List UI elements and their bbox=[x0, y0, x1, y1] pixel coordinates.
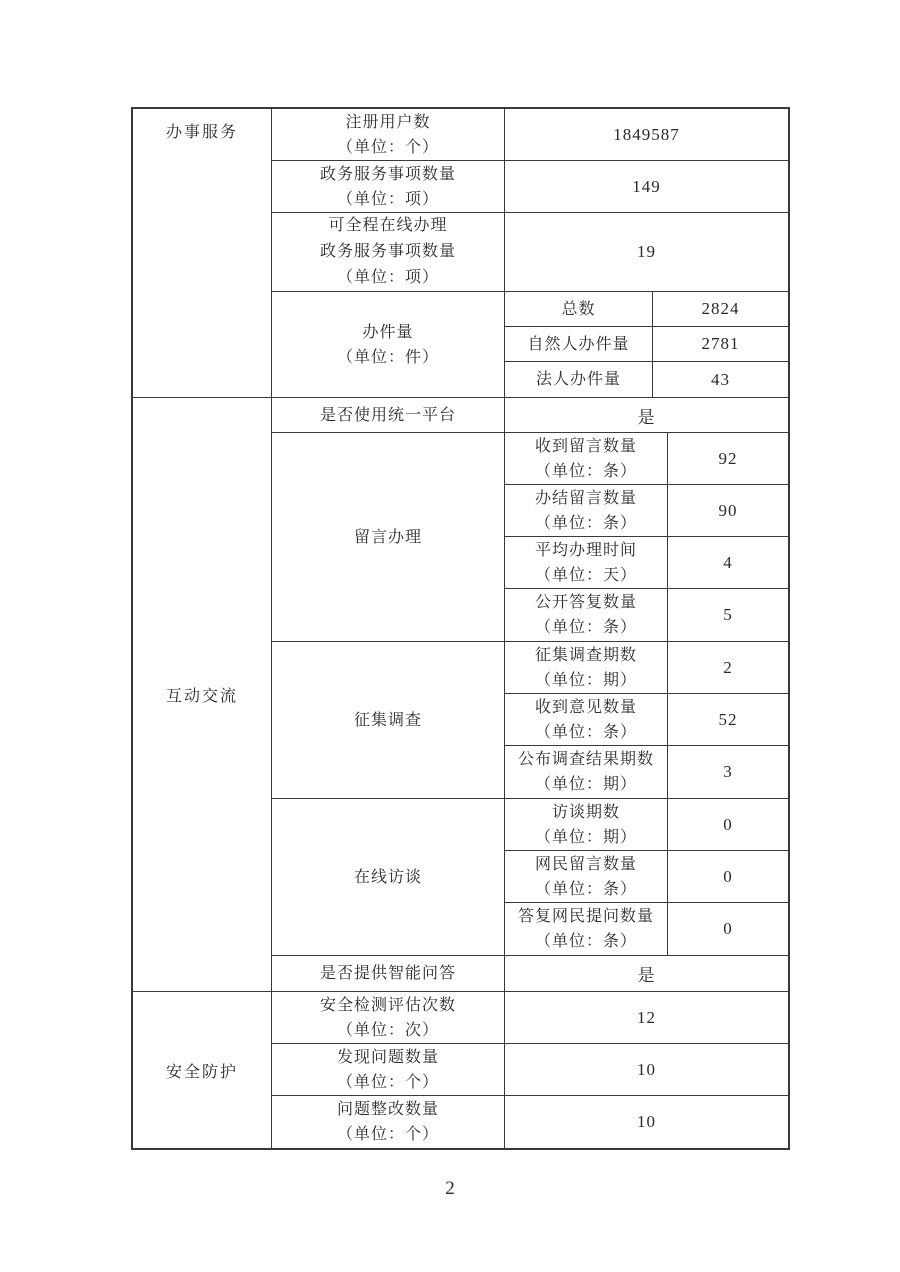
cell-text-line: 自然人办件量 bbox=[527, 335, 630, 353]
sub-label-cell bbox=[505, 485, 668, 536]
sub-value-cell: 0 bbox=[723, 919, 733, 938]
sub-row bbox=[505, 589, 788, 641]
cell-text-line: （单位：个） bbox=[336, 138, 439, 156]
cell-text-line: 平均办理时间 bbox=[534, 541, 637, 559]
sub-row bbox=[505, 327, 788, 362]
cell-text-line: 在线访谈 bbox=[353, 868, 422, 886]
cell-text-line: 政务服务事项数量 bbox=[319, 165, 456, 183]
cell-text-line: 是否使用统一平台 bbox=[319, 406, 456, 424]
sub-rows bbox=[505, 799, 788, 955]
sub-value-cell: 52 bbox=[718, 709, 738, 729]
cell-text-line: （单位：条） bbox=[534, 933, 637, 950]
item-row bbox=[272, 109, 788, 161]
sub-value-cell: 5 bbox=[723, 605, 733, 624]
cell-text-line: 可全程在线办理 bbox=[328, 217, 448, 234]
sub-label-cell bbox=[505, 589, 668, 641]
sub-label-cell bbox=[505, 537, 668, 588]
category-cell bbox=[133, 992, 272, 1148]
sub-value-cell: 90 bbox=[718, 500, 738, 520]
sub-label-cell bbox=[505, 362, 653, 397]
item-value-cell: 10 bbox=[637, 1112, 656, 1131]
sub-label-cell bbox=[505, 694, 668, 745]
sub-row bbox=[505, 694, 788, 746]
category-cell bbox=[133, 109, 272, 397]
sub-row bbox=[505, 362, 788, 397]
item-row bbox=[272, 992, 788, 1044]
sub-row bbox=[505, 292, 788, 327]
item-row bbox=[272, 213, 788, 292]
cell-text-line: 办结留言数量 bbox=[534, 489, 637, 507]
cell-text-line: （单位：期） bbox=[534, 828, 637, 846]
item-label-cell bbox=[272, 109, 505, 160]
cell-text-line: 访谈期数 bbox=[551, 803, 620, 821]
sub-row bbox=[505, 903, 788, 955]
cell-text-line: 问题整改数量 bbox=[336, 1101, 439, 1118]
cell-text-line: 留言办理 bbox=[353, 528, 422, 546]
item-row bbox=[272, 398, 788, 433]
cell-text-line: 注册用户数 bbox=[345, 113, 431, 131]
cell-text-line: （单位：个） bbox=[336, 1126, 439, 1143]
sub-row bbox=[505, 799, 788, 851]
sub-row bbox=[505, 537, 788, 589]
cell-text-line: 网民留言数量 bbox=[534, 855, 637, 873]
sub-value-cell: 0 bbox=[723, 814, 733, 834]
sub-row bbox=[505, 485, 788, 537]
sub-rows bbox=[505, 433, 788, 641]
cell-text-line: 办件量 bbox=[362, 323, 414, 341]
cell-text-line: （单位：期） bbox=[534, 776, 637, 793]
section-items bbox=[272, 398, 788, 991]
cell-text-line: 发现问题数量 bbox=[336, 1048, 439, 1066]
cell-text-line: 安全检测评估次数 bbox=[319, 996, 456, 1014]
cell-text-line: 公开答复数量 bbox=[534, 594, 637, 611]
item-label-cell bbox=[272, 799, 505, 955]
item-label-cell bbox=[272, 1096, 505, 1148]
item-value-cell: 1849587 bbox=[613, 124, 680, 144]
cell-text-line: （单位：次） bbox=[336, 1021, 439, 1039]
sub-value-cell: 92 bbox=[718, 448, 738, 468]
sub-value-cell: 3 bbox=[723, 762, 733, 781]
table-section bbox=[133, 109, 788, 398]
cell-text-line: （单位：条） bbox=[534, 462, 637, 480]
cell-text-line: 收到意见数量 bbox=[534, 698, 637, 716]
cell-text-line: （单位：项） bbox=[336, 269, 439, 286]
sub-label-cell bbox=[505, 292, 653, 326]
sub-label-cell bbox=[505, 746, 668, 798]
cell-text-line: 政务服务事项数量 bbox=[319, 243, 456, 260]
cell-text-line: （单位：条） bbox=[534, 723, 637, 741]
item-value-cell: 12 bbox=[637, 1007, 656, 1027]
item-value-cell: 10 bbox=[637, 1059, 656, 1079]
sub-row bbox=[505, 642, 788, 694]
section-items bbox=[272, 109, 788, 397]
item-value-cell: 是 bbox=[637, 407, 656, 427]
section-items bbox=[272, 992, 788, 1148]
cell-text-line: （单位：天） bbox=[534, 566, 637, 584]
table-section bbox=[133, 992, 788, 1148]
sub-value-cell: 43 bbox=[711, 369, 730, 389]
cell-text-line: （单位：件） bbox=[336, 348, 439, 366]
sub-value-cell: 2 bbox=[723, 657, 733, 677]
sub-value-cell: 0 bbox=[723, 866, 733, 886]
item-label-cell bbox=[272, 956, 505, 991]
item-value-cell: 149 bbox=[632, 176, 661, 196]
report-table bbox=[131, 107, 790, 1150]
sub-rows bbox=[505, 292, 788, 397]
item-label-cell bbox=[272, 213, 505, 291]
item-row bbox=[272, 799, 788, 956]
category-cell bbox=[133, 398, 272, 991]
item-label-cell bbox=[272, 1044, 505, 1095]
sub-label-cell bbox=[505, 851, 668, 902]
item-row bbox=[272, 1044, 788, 1096]
sub-row bbox=[505, 851, 788, 903]
item-label-cell bbox=[272, 642, 505, 798]
cell-text-line: 法人办件量 bbox=[535, 371, 621, 388]
sub-value-cell: 4 bbox=[723, 552, 733, 572]
item-label-cell bbox=[272, 292, 505, 397]
category-label: 安全防护 bbox=[165, 1063, 238, 1081]
cell-text-line: （单位：期） bbox=[534, 671, 637, 689]
category-label: 互动交流 bbox=[165, 688, 238, 705]
item-label-cell bbox=[272, 161, 505, 212]
cell-text-line: 是否提供智能问答 bbox=[319, 965, 456, 982]
sub-label-cell bbox=[505, 327, 653, 361]
cell-text-line: 征集调查期数 bbox=[534, 646, 637, 664]
cell-text-line: 收到留言数量 bbox=[534, 437, 637, 455]
item-row bbox=[272, 1096, 788, 1148]
sub-row bbox=[505, 433, 788, 485]
cell-text-line: （单位：条） bbox=[534, 514, 637, 532]
item-row bbox=[272, 292, 788, 397]
item-row bbox=[272, 433, 788, 642]
sub-value-cell: 2824 bbox=[701, 299, 740, 318]
item-row bbox=[272, 642, 788, 799]
item-row bbox=[272, 161, 788, 213]
item-row bbox=[272, 956, 788, 991]
sub-value-cell: 2781 bbox=[701, 334, 740, 353]
sub-rows bbox=[505, 642, 788, 798]
cell-text-line: （单位：项） bbox=[336, 190, 439, 208]
cell-text-line: （单位：条） bbox=[534, 619, 637, 636]
cell-text-line: 总数 bbox=[561, 300, 596, 318]
sub-label-cell bbox=[505, 799, 668, 850]
item-label-cell bbox=[272, 433, 505, 641]
cell-text-line: 答复网民提问数量 bbox=[517, 908, 654, 925]
item-value-cell: 19 bbox=[637, 242, 656, 261]
cell-text-line: 征集调查 bbox=[353, 711, 422, 729]
page-number: 2 bbox=[445, 1178, 455, 1199]
table-section bbox=[133, 398, 788, 992]
category-label: 办事服务 bbox=[165, 124, 238, 141]
item-value-cell: 是 bbox=[637, 966, 656, 985]
item-label-cell bbox=[272, 992, 505, 1043]
sub-label-cell bbox=[505, 903, 668, 955]
cell-text-line: 公布调查结果期数 bbox=[517, 751, 654, 768]
item-label-cell bbox=[272, 398, 505, 432]
sub-label-cell bbox=[505, 642, 668, 693]
cell-text-line: （单位：条） bbox=[534, 880, 637, 898]
cell-text-line: （单位：个） bbox=[336, 1073, 439, 1091]
sub-row bbox=[505, 746, 788, 798]
sub-label-cell bbox=[505, 433, 668, 484]
